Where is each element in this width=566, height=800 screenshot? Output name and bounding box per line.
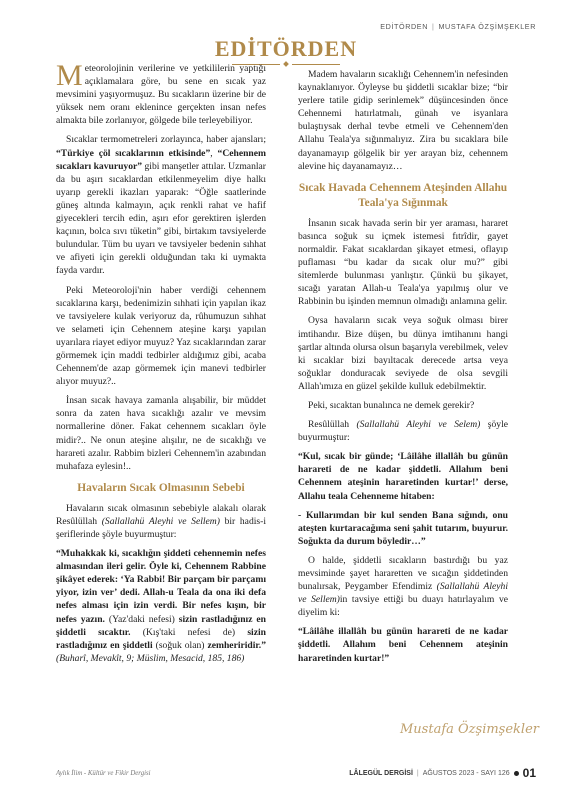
headline-quote-1: “Türkiye çöl sıcaklarının etkisinde”: [56, 147, 211, 159]
header-author: MUSTAFA ÖZŞİMŞEKLER: [438, 22, 536, 31]
text-run: bir hadis-i şeriflerinde şöyle buyurmuştur:: [56, 515, 266, 540]
left-column: [56, 59, 267, 671]
text-run: (soğuk olan): [152, 639, 208, 651]
paragraph-trial: Oysa havaların sıcak veya soğuk olması birer imtihandır. Bize düşen, bu dünya imtihanını hangi şartlar altında olursa olsun başarıyla verebilmek, velev ki sıcaklar bizi bayıltacak derecede artsa veya soğuklar donduracak seviyede de olsa sevgili Allah'ımıza en güzel şekilde kulluk edebilmektir.: [298, 315, 508, 392]
text-run: gibi manşetler attılar. Uzmanlar da bu aşırı sıcaklardan etkilenmeyelim diye halkı uyarıp gerekli ikazları yaparak: “Öğle saatlerinde güneş altında kalmayın, açık renkli rahat ve hafif giyecekleri tercih edin, aşırı efor gerektiren işlerden kaçının, bolca sıvı tüketin” gibi, birtakım tavsiyelerde bulundular. Tüm bu uyarı ve tavsiyeler bedenin sıhhat ve afiyeti için gerekli olduğundan takı ki uymakta fayda vardır.: [56, 160, 266, 277]
drop-cap: M: [56, 59, 83, 92]
salawat: (Sallallahü Aleyhi ve Selem): [356, 419, 481, 431]
page-number: 01: [522, 766, 536, 780]
paragraph-precautions: Peki Meteoroloji'nin haber verdiği cehennem sıcaklarına karşı, bedenimizin sıhhati için yapılan ikaz ve tavsiyelere kulak veriyoruz da, rûhumuzun sıhhat ve selameti için Cehennem ateşine karşı yapılan uyarılara riayet ediyor muyuz? Yaz sıcaklarından zarar görmemek için maddi tedbirler aldığımız gibi, acaba Cehennem'de azap görmemek için manevi tedbirler alıyor muyuz?..: [56, 284, 266, 388]
paragraph-hadith-intro-2: [298, 418, 508, 444]
salawat: (Sallallahü Aleyhi ve Sellem): [298, 581, 508, 606]
hadith-quote-3: - Kullarımdan bir kul senden Bana sığındı, onu ateşten kurtaracağıma seni şahit tutarım, buyurur. Soğukta da durum böyledir…”: [298, 509, 508, 547]
paragraph-conclusion: [298, 554, 508, 619]
header-section: EDİTÖRDEN: [380, 22, 428, 31]
footer-separator: |: [416, 769, 419, 777]
text-run: “Muhakkak ki, sıcaklığın şiddeti cehennemin nefes almasından ileri gelir. Öyle ki, Cehennem Rabbine şikâyet ederek: ‘Ya Rabbi! Bir parçam bir parçamı yiyor, izin ver’ dedi. Allah-u Teala da ona iki defa nefes alması için izin verdi. Bir nefes kışın, bir nefes yazın.: [56, 548, 266, 625]
ornament-line-right: [292, 64, 340, 65]
text-run: sizin rastladığınız en şiddetli sıcaktır.: [56, 613, 266, 638]
right-column: [298, 68, 508, 671]
ornament-diamond: [283, 61, 289, 67]
paragraph-complaint: İnsanın sıcak havada serin bir yer araması, hararet basınca soğuk su içmek istemesi fıtrîdir, gayet normaldir. Fakat sıcaklardan şikayet etmesi, oflayıp puflaması “bu kadar da sıcak olur mu?” gibi sitemlerde bulunması yanlıştır. Çünkü bu şikayet, sıcağı yaratan Allah-u Teala'ya yapılmış olur ve Rabbinin bu işinden memnun olmadığı anlamına gelir.: [298, 217, 508, 308]
footer-info: [349, 766, 536, 780]
author-signature: Mustafa Özşimşekler: [400, 722, 539, 737]
text-run: (Kış'taki nefesi de): [130, 626, 248, 638]
text-run: Havaların sıcak olmasının sebebiyle alakalı olarak Resûlüllah: [56, 502, 266, 527]
magazine-name: LÂLEGÜL DERGİSİ: [349, 769, 413, 777]
footer-tagline: Aylık İlim - Kültür ve Fikir Dergisi: [56, 770, 151, 777]
text-run: in tavsiye ettiği bu duayı hatırlayalım ve diyelim ki:: [298, 594, 509, 619]
paragraph-hadith-intro: [56, 502, 266, 541]
subheading-refuge: Sıcak Havada Cehennem Ateşinden Allahu Teala'ya Sığınmak: [298, 181, 508, 209]
text-run: Sıcaklar termometreleri zorlayınca, haber ajansları;: [66, 134, 266, 146]
page-bullet-icon: [514, 771, 519, 776]
page-title: EDİTÖRDEN: [214, 36, 358, 61]
hadith-quote-2: “Kul, sıcak bir günde; ‘Lâilâhe illallâh bu günün harareti de ne kadar şiddetli. Allahım beni Cehennem ateşinin hararetinden kurtar!’ derse, Allahu teala Cehenneme hitaben:: [298, 451, 508, 502]
text-run: ,: [210, 147, 218, 159]
issue-info: AĞUSTOS 2023 - SAYI 126: [422, 769, 510, 777]
paragraph-hell-heat: İnsan sıcak havaya zamanla alışabilir, bir müddet sonra da zaten hava sıcaklığı azalır ve mevsim normallerine döner. Fakat cehennem sıcakları öyle midir?.. Ne onun ateşine alışılır, ne de sıcaklığı ve harareti azalır. Rabbim bizleri Cehennem'in azabından muhafaza eylesin!..: [56, 395, 266, 472]
text-run: zemheriridir.”: [207, 639, 266, 651]
text-run: sizin rastladığınız en şiddetli: [56, 626, 266, 651]
text-run: O halde, şiddetli sıcakların bastırdığı bu yaz mevsiminde şayet hararetten ve sıcağın şiddetinden bunalırsak, Peygamber Efendimiz: [298, 554, 508, 593]
running-header: [380, 22, 536, 31]
prayer-quote: “Lâilâhe illallâh bu günün harareti de ne kadar şiddetli. Allahım beni Cehennem ateşinin hararetinden kurtar!”: [298, 626, 508, 664]
text-run: Resûlüllah: [308, 419, 357, 431]
citation: (Buharî, Mevakît, 9; Müslim, Mesacid, 185, 186): [56, 652, 245, 664]
paragraph-headlines: [56, 133, 266, 277]
subheading-reason: Havaların Sıcak Olmasının Sebebi: [77, 481, 245, 494]
intro-paragraph: [56, 59, 266, 127]
text-run: şöyle buyurmuştur:: [298, 419, 508, 444]
paragraph-refuge: Madem havaların sıcaklığı Cehennem'in nefesinden kaynaklanıyor. Öyleyse bu şiddetli sıcaklar bize; “bir yerlere tatile gidip serinlemek” düşüncesinden önce Cehennemi hatırlatmalı, günah ve isyanlara bulaştıysak derhal tevbe etmeli ve Cehennem'den Allahu Teala'ya sığınmalıyız. Zira bu sıcaklara bile dayanamayıp gölgelik bir yer arayan biz, cehennem alevine hiç dayanamayız…: [298, 69, 508, 172]
header-separator: |: [431, 22, 435, 31]
text-run: (Yaz'daki nefesi): [104, 613, 179, 625]
headline-quote-2: “Cehennem sıcakları kavuruyor”: [56, 147, 267, 172]
intro-text: eteorolojinin verilerine ve yetkililerin yaptığı açıklamalara göre, bu sene en sıcak yaz mevsimini yaşıyormuşuz. Bu sıcakların üzerine bir de yüksek nem oranı eklenince gerçekten insan nefes almakta bile zorlanıyor, gölgede bile terleyebiliyor.: [56, 63, 266, 127]
salawat: (Sallallahü Aleyhi ve Sellem): [101, 515, 220, 527]
paragraph-question: Peki, sıcaktan bunalınca ne demek gerekir?: [308, 399, 475, 411]
hadith-quote-1: [56, 547, 266, 665]
